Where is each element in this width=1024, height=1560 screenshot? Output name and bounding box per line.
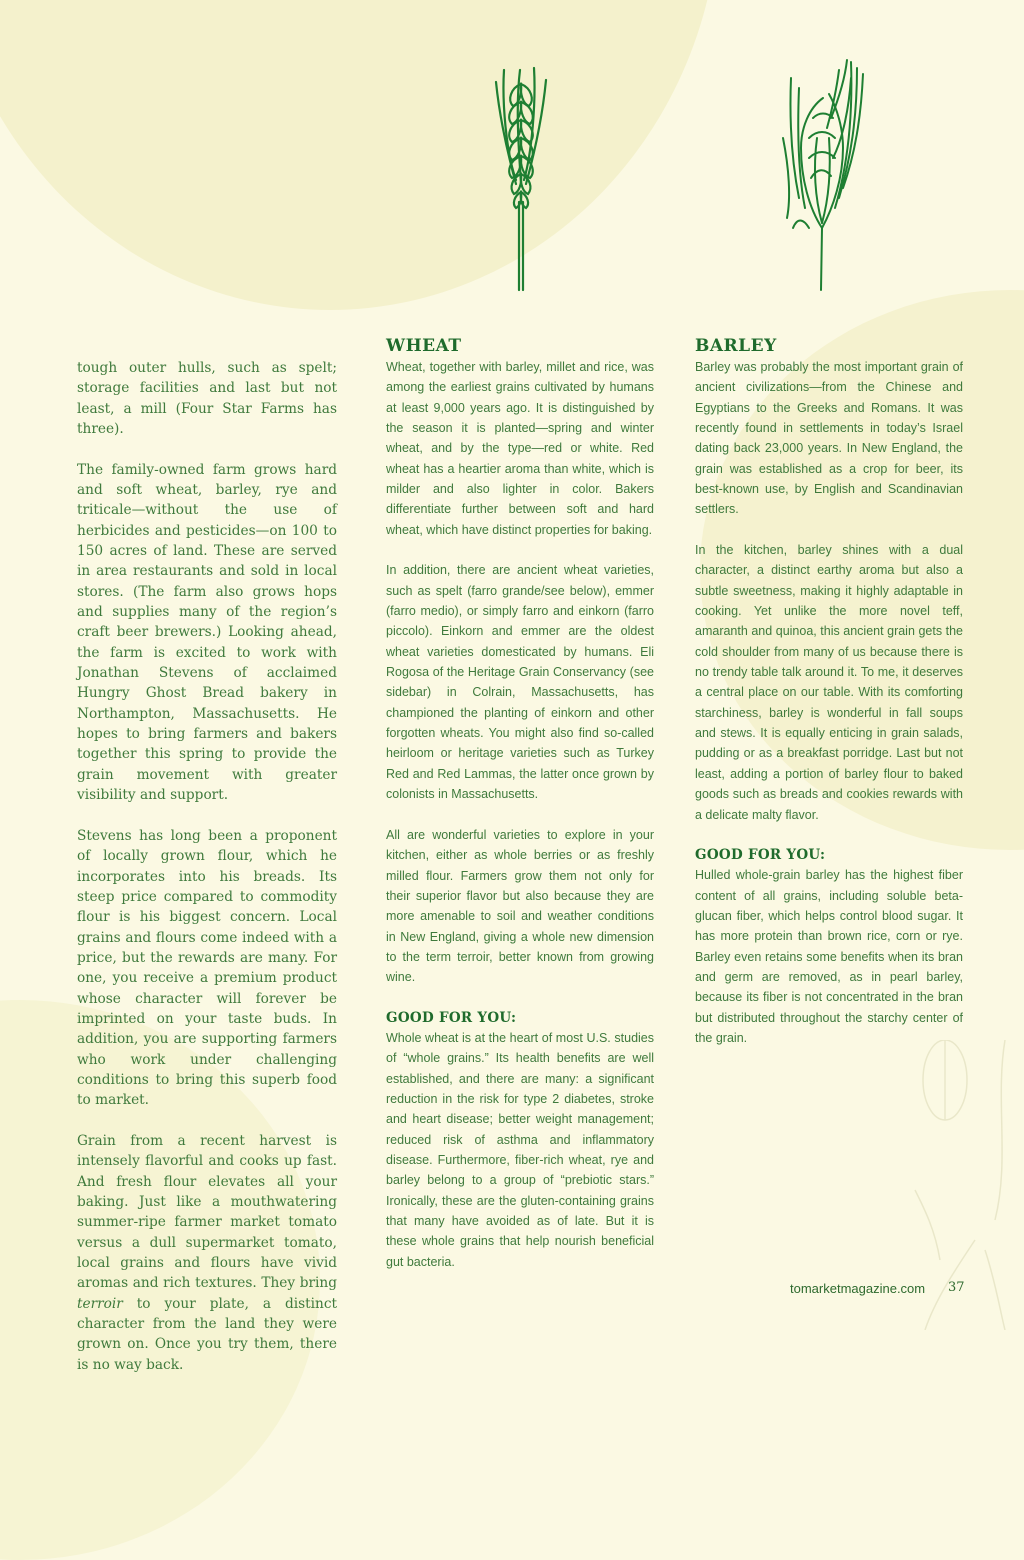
wheat-stalk-icon [488, 62, 558, 292]
barley-stalk-icon [773, 58, 873, 294]
wheat-column [386, 335, 654, 1292]
background-blob-top [0, 0, 720, 310]
terroir-italic: terroir [77, 1295, 123, 1312]
barley-paragraph-2: In the kitchen, barley shines with a dual character, a distinct earthy aroma but also a subtle sweetness, making it highly adaptable in cooking. Yet unlike the more novel teff, amaranth and quinoa, this ancient grain gets the cold shoulder from many of us because there is no trendy table talk around it. To me, it deserves a central place on our table. With its comforting starchiness, barley is wonderful in fall soups and stews. It is equally enticing in grain salads, pudding or as a breakfast porridge. Last but not least, adding a portion of barley flour to baked goods such as breads and cookies rewards with a delicate malty flavor. [695, 543, 963, 822]
footer-url[interactable]: tomarketmagazine.com [790, 1281, 926, 1296]
wheat-good-for-you-heading: GOOD FOR YOU: [386, 1009, 517, 1026]
barley-good-for-you-text: Hulled whole-grain barley has the highest fiber content of all grains, including soluble beta-glucan fiber, which helps control blood sugar. It has more protein than brown rice, corn or rye. Barley even retains some benefits when its bran and germ are removed, as in pearl barley, because its fiber is not concentrated in the bran but distributed throughout the starchy center of the grain. [695, 868, 963, 1045]
wheat-good-for-you-text: Whole wheat is at the heart of most U.S. studies of “whole grains.” Its health benefits are well established, and there are many: a significant reduction in the risk for type 2 diabetes, stroke and heart disease; better weight management; reduced risk of asthma and inflammatory disease. Furthermore, fiber-rich wheat, rye and barley belong to a group of “prebiotic stars.” Ironically, these are the gluten-containing grains that many have avoided as of late. But it is these whole grains that help nourish beneficial gut bacteria. [386, 1030, 654, 1269]
page-number: 37 [948, 1280, 965, 1295]
left-paragraph-4-part-2: to your plate, a distinct character from the land they were grown on. Once you try them, there is no way back. [77, 1295, 337, 1373]
wheat-paragraph-2: In addition, there are ancient wheat varieties, such as spelt (farro grande/see below), emmer (farro medio), or simply farro and einkorn (farro piccolo). Einkorn and emmer are the oldest wheat varieties domesticated by humans. Eli Rogosa of the Heritage Grain Conservancy (see sidebar) in Colrain, Massachusetts, has championed the planting of einkorn and other forgotten wheats. You might also find so-called heirloom or heritage varieties such as Turkey Red and Red Lammas, the latter once grown by colonists in Massachusetts. [386, 563, 654, 802]
barley-heading: BARLEY [695, 336, 777, 356]
wheat-paragraph-1: Wheat, together with barley, millet and rice, was among the earliest grains cultivated by humans at least 9,000 years ago. It is distinguished by the season it is planted—spring and winter wheat, and by the type—red or white. Red wheat has a heartier aroma than white, which is milder and also lighter in color. Bakers differentiate further between soft and hard wheat, which have distinct properties for baking. [386, 360, 654, 537]
left-paragraph-2: The family-owned farm grows hard and soft wheat, barley, rye and triticale—without the use of herbicides and pesticides—on 100 to 150 acres of land. These are served in area restaurants and sold in local stores. (The farm also grows hops and supplies many of the region’s craft beer brewers.) Looking ahead, the farm is excited to work with Jonathan Stevens of acclaimed Hungry Ghost Bread bakery in Northampton, Massachusetts. He hopes to bring farmers and bakers together this spring to provide the grain movement with greater visibility and support. [77, 461, 337, 804]
wheat-heading: WHEAT [386, 336, 462, 356]
barley-paragraph-1: Barley was probably the most important grain of ancient civilizations—from the Chinese and Egyptians to the Greeks and Romans. It was recently found in settlements in today’s Israel dating back 23,000 years. In New England, the grain was established as a crop for beer, its best-known use, by English and Scandinavian settlers. [695, 360, 963, 517]
wheat-paragraph-3: All are wonderful varieties to explore in your kitchen, either as whole berries or as freshly milled flour. Farmers grow them not only for their superior flavor but also because they are more amenable to soil and weather conditions in New England, giving a whole new dimension to the term terroir, better known from growing wine. [386, 827, 654, 985]
left-paragraph-4-part-1: Grain from a recent harvest is intensely flavorful and cooks up fast. And fresh flour elevates all your baking. Just like a mouthwatering summer-ripe farmer market tomato versus a dull supermarket tomato, local grains and flours have vivid aromas and rich textures. They bring [77, 1132, 337, 1292]
left-column [77, 358, 337, 1395]
left-paragraph-3: Stevens has long been a proponent of locally grown flour, which he incorporates into his breads. Its steep price compared to commodity flour is his biggest concern. Local grains and flours come indeed with a price, but the rewards are many. For one, you receive a premium product whose character will forever be imprinted on your taste buds. In addition, you are supporting farmers who work under challenging conditions to bring this superb food to market. [77, 827, 337, 1109]
barley-column [695, 335, 963, 1069]
barley-good-for-you-heading: GOOD FOR YOU: [695, 847, 826, 864]
left-paragraph-4 [77, 1131, 337, 1375]
left-paragraph-1: tough outer hulls, such as spelt; storage facilities and last but not least, a mill (Four Star Farms has three). [77, 360, 337, 438]
